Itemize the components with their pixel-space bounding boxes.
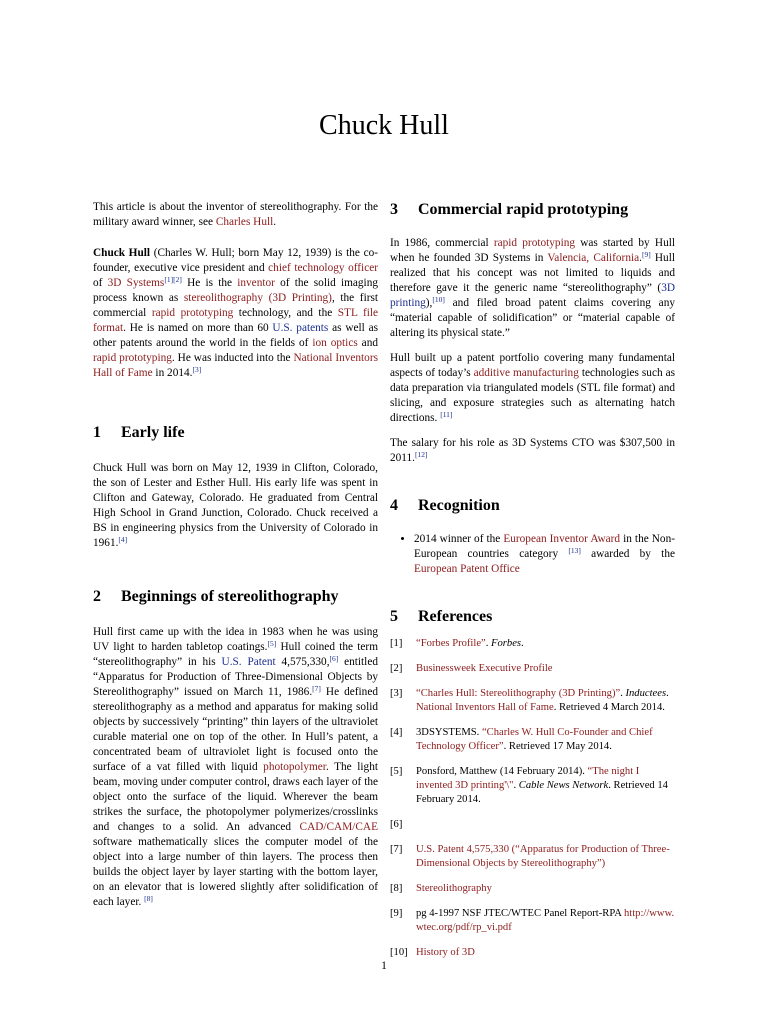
reference-item: [390, 907, 675, 935]
commercial-text: was started by Hull when he founded 3D Systems in: [390, 237, 675, 264]
intro-text: technology, and the: [233, 307, 338, 319]
citation[interactable]: [7]: [312, 684, 321, 693]
reference-link[interactable]: Businessweek Executive Profile: [416, 663, 553, 674]
reference-number: [4]: [390, 727, 403, 738]
citation[interactable]: [5]: [267, 639, 277, 648]
section-title: Commercial rapid prototyping: [418, 201, 629, 218]
recognition-text: in the Non-European countries category: [414, 533, 675, 560]
beginnings-text: software mathematically slices the computer model of the object into a large number of thin layers. The process then builds the object layer by layer starting with the bottom layer, on an elevator that is lowered slightly after solidification of each layer.: [93, 836, 378, 908]
reference-item: [390, 726, 675, 754]
link-inventor[interactable]: inventor: [237, 277, 275, 289]
commercial-paragraph-2: [390, 351, 675, 426]
citation[interactable]: [12]: [415, 450, 428, 459]
reference-item: [390, 637, 675, 651]
reference-text: .: [666, 688, 669, 699]
intro-text: He is the: [181, 277, 238, 289]
beginnings-text: . The light beam, moving under computer control, draws each layer of the object onto the surface of the liquid. Wherever the beam strikes the surface, the photopolymer polymerizes/crosslinks and changes to a solid. An advanced: [93, 761, 378, 833]
reference-link[interactable]: “The night I invented 3D printing'\": [416, 766, 640, 791]
reference-text: pg 4-1997 NSF JTEC/WTEC Panel Report-RPA: [416, 908, 624, 919]
section-heading-early-life: [93, 423, 378, 443]
section-title: Beginnings of stereolithography: [121, 588, 339, 605]
link-cto[interactable]: chief technology officer: [268, 262, 378, 274]
citation[interactable]: [8]: [144, 894, 153, 903]
commercial-text: .: [639, 252, 642, 264]
section-number: 4: [390, 497, 398, 514]
link-stl-format[interactable]: STL file format: [93, 307, 378, 334]
page-number: 1: [381, 960, 387, 972]
beginnings-text: He defined stereolithography as a method and apparatus for making solid objects by successively “printing” thin layers of the ultraviolet curable material one on top of the other. In Hull’s patent, a concentrated beam of ultraviolet light is focused onto the surface of a vat filled with liquid: [93, 686, 378, 773]
reference-italic: Cable News Network: [518, 780, 609, 791]
reference-text: . Retrieved 17 May 2014.: [503, 741, 612, 752]
citation[interactable]: [3]: [192, 365, 202, 374]
beginnings-text: Hull coined the term “stereolithography” in his: [93, 641, 378, 668]
reference-number: [1]: [390, 638, 403, 649]
reference-item: [390, 843, 675, 871]
link-cad-cam-cae[interactable]: CAD/CAM/CAE: [299, 821, 378, 833]
section-number: 3: [390, 201, 398, 218]
commercial-text: In 1986, commercial: [390, 237, 494, 249]
reference-text: .: [513, 780, 519, 791]
link-rapid-prototyping-3[interactable]: rapid prototyping: [493, 237, 576, 249]
reference-number: [9]: [390, 908, 403, 919]
citation[interactable]: [1][2]: [164, 275, 182, 284]
citation[interactable]: [6]: [329, 654, 339, 663]
link-hall-of-fame[interactable]: National Inventors Hall of Fame: [93, 352, 378, 379]
left-column: [93, 200, 378, 920]
reference-text: . Retrieved 14 February 2014.: [416, 780, 668, 805]
hatnote-end: .: [273, 216, 277, 228]
section-heading-recognition: [390, 496, 675, 516]
section-heading-beginnings: [93, 587, 378, 607]
reference-text: Ponsford, Matthew (14 February 2014).: [416, 766, 588, 777]
beginnings-text: entitled “Apparatus for Production of Three-Dimensional Objects by Stereolithography” issued on March 11, 1986.: [93, 656, 378, 698]
link-rapid-prototyping[interactable]: rapid prototyping: [151, 307, 234, 319]
reference-item: [390, 765, 675, 807]
list-item: [414, 532, 675, 577]
reference-number: [6]: [390, 819, 403, 830]
commercial-text: Hull built up a patent portfolio covering many fundamental aspects of today’s: [390, 352, 675, 379]
reference-link[interactable]: History of 3D: [416, 947, 475, 958]
section-title: Recognition: [418, 497, 500, 514]
link-ion-optics[interactable]: ion optics: [312, 337, 358, 349]
link-european-inventor-award[interactable]: European Inventor Award: [503, 533, 621, 545]
link-charles-hull[interactable]: Charles Hull: [215, 216, 274, 228]
reference-item: [390, 946, 675, 960]
section-number: 2: [93, 588, 101, 605]
reference-link[interactable]: National Inventors Hall of Fame: [416, 702, 554, 713]
reference-link[interactable]: “Forbes Profile”: [416, 638, 486, 649]
link-photopolymer[interactable]: photopolymer: [263, 761, 326, 773]
commercial-text: ),: [425, 297, 433, 309]
link-3d-systems[interactable]: 3D Systems: [107, 277, 165, 289]
reference-number: [2]: [390, 663, 403, 674]
intro-text: . He is named on more than 60: [123, 322, 273, 334]
reference-number: [7]: [390, 844, 403, 855]
subject-name: Chuck Hull: [93, 247, 151, 259]
link-valencia[interactable]: Valencia, California: [547, 252, 640, 264]
reference-text: 3DSYSTEMS.: [416, 727, 482, 738]
commercial-paragraph-3: [390, 436, 675, 466]
intro-text: , the first commercial: [93, 292, 379, 319]
reference-number: [8]: [390, 883, 403, 894]
early-life-text: Chuck Hull was born on May 12, 1939 in Clifton, Colorado, the son of Lester and Esther Hull. His early life was spent in Clifton and Gateway, Colorado. He graduated from Central High School in Grand Junction, Colorado. Chuck received a BS in engineering physics from the University of Colorado in 1961.: [93, 462, 378, 549]
section-title: References: [418, 608, 493, 625]
link-rapid-prototyping-2[interactable]: rapid prototyping: [93, 352, 172, 364]
reference-text: . Retrieved 4 March 2014.: [553, 702, 665, 713]
beginnings-paragraph: [93, 625, 378, 910]
link-stereolithography[interactable]: stereolithography: [183, 292, 263, 304]
reference-italic: Inductees: [625, 688, 667, 699]
reference-item: [390, 882, 675, 896]
reference-italic: Forbes: [491, 638, 522, 649]
beginnings-text: Hull first came up with the idea in 1983 when he was using UV light to harden tabletop coatings.: [93, 626, 378, 653]
citation[interactable]: [10]: [432, 295, 445, 304]
intro-text: as well as other patents around the world in the fields of: [93, 322, 378, 349]
link-us-patent[interactable]: U.S. Patent: [221, 656, 276, 668]
reference-text: .: [485, 638, 492, 649]
commercial-text: and filed broad patent claims covering any “material capable of solidification” or “material capable of altering its physical state.”: [390, 297, 675, 339]
intro-text: in 2014.: [152, 367, 193, 379]
reference-item: [390, 818, 675, 832]
reference-item: [390, 687, 675, 715]
intro-text: of: [93, 277, 108, 289]
section-number: 5: [390, 608, 398, 625]
reference-link[interactable]: “Charles W. Hull Co-Founder and Chief Technology Officer”: [416, 727, 653, 752]
reference-number: [10]: [390, 947, 408, 958]
citation[interactable]: [11]: [440, 410, 453, 419]
beginnings-text: 4,575,330,: [275, 656, 330, 668]
intro-paragraph: [93, 246, 378, 381]
citation[interactable]: [13]: [568, 546, 581, 555]
hatnote: [93, 200, 378, 230]
reference-text: .: [521, 638, 524, 649]
link-3d-printing-2[interactable]: 3D printing: [390, 282, 675, 309]
section-heading-references: [390, 607, 675, 627]
section-number: 1: [93, 424, 101, 441]
reference-link[interactable]: U.S. Patent 4,575,330: [416, 844, 509, 855]
citation[interactable]: [4]: [118, 535, 128, 544]
reference-text: (“Apparatus for Production of Three-Dimensional Objects by Stereolithography”): [416, 844, 670, 869]
commercial-text: technologies such as data preparation via triangulated models (STL file format) and slicing, and exposure strategies such as alternating hatch directions.: [390, 367, 676, 424]
section-heading-commercial: [390, 200, 675, 220]
section-title: Early life: [121, 424, 185, 441]
reference-item: [390, 662, 675, 676]
link-european-patent-office[interactable]: European Patent Office: [414, 563, 520, 575]
reference-link[interactable]: Stereolithography: [416, 883, 492, 894]
link-us-patents[interactable]: U.S. patents: [272, 322, 329, 334]
commercial-paragraph-1: [390, 236, 675, 341]
recognition-text: 2014 winner of the: [414, 533, 504, 545]
references-list: [390, 637, 675, 960]
early-life-paragraph: [93, 461, 378, 551]
right-column: [390, 200, 675, 971]
page-title: Chuck Hull: [319, 110, 449, 141]
reference-link[interactable]: “Charles Hull: Stereolithography (3D Printing)”: [416, 688, 621, 699]
recognition-list: [390, 532, 675, 577]
intro-text: of the solid imaging process known as: [93, 277, 378, 304]
link-3d-printing[interactable]: (3D Printing): [268, 292, 332, 304]
commercial-text: The salary for his role as 3D Systems CTO was $307,500 in 2011.: [390, 437, 675, 464]
link-additive-manufacturing[interactable]: additive manufacturing: [473, 367, 579, 379]
reference-number: [3]: [390, 688, 403, 699]
intro-text: . He was inducted into the: [171, 352, 294, 364]
commercial-text: Hull realized that his concept was not limited to liquids and therefore gave it the generic name “stereolithography” (: [390, 252, 675, 294]
reference-number: [5]: [390, 766, 403, 777]
recognition-text: awarded by the: [580, 548, 675, 560]
reference-link[interactable]: http://www.wtec.org/pdf/rp_vi.pdf: [416, 908, 675, 933]
hatnote-text: This article is about the inventor of stereolithography. For the military award winner, see: [93, 201, 378, 228]
citation[interactable]: [9]: [641, 250, 651, 259]
reference-text: .: [620, 688, 626, 699]
intro-text: and: [357, 337, 378, 349]
intro-text: (Charles W. Hull; born May 12, 1939) is the co-founder, executive vice president and: [93, 247, 378, 274]
